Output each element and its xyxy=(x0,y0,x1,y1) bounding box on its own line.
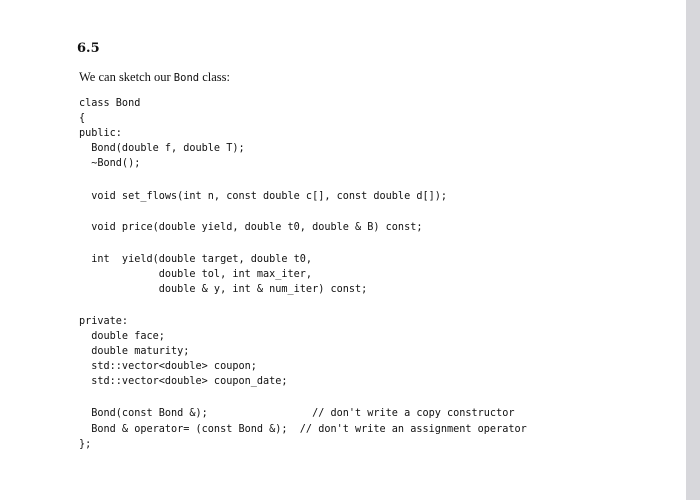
code-line-7: void price(double yield, double t0, double & B) const; xyxy=(79,222,423,233)
code-line-1: class Bond xyxy=(79,98,141,109)
section-number: 6.5 xyxy=(77,41,100,56)
code-line-10: double & y, int & num_iter) const; xyxy=(79,284,368,295)
intro-paragraph xyxy=(79,70,230,85)
code-line-6: void set_flows(int n, const double c[], const double d[]); xyxy=(79,191,448,202)
intro-text-before: We can sketch our xyxy=(79,70,174,84)
code-line-4: Bond(double f, double T); xyxy=(79,143,245,154)
code-line-14: std::vector<double> coupon; xyxy=(79,361,257,372)
code-line-18: }; xyxy=(79,439,92,450)
code-line-15: std::vector<double> coupon_date; xyxy=(79,376,288,387)
code-line-3: public: xyxy=(79,128,122,139)
code-line-13: double maturity; xyxy=(79,346,190,357)
code-line-16: Bond(const Bond &); // don't write a copy constructor xyxy=(79,408,515,419)
code-line-11: private: xyxy=(79,316,129,327)
window-edge-scrollbar xyxy=(686,0,700,500)
intro-class-name: Bond xyxy=(173,72,200,84)
code-line-9: double tol, int max_iter, xyxy=(79,269,313,280)
code-line-8: int yield(double target, double t0, xyxy=(79,254,313,265)
code-line-5: ~Bond(); xyxy=(79,158,141,169)
code-line-17: Bond & operator= (const Bond &); // don't write an assignment operator xyxy=(79,424,527,435)
code-line-2: { xyxy=(79,113,86,124)
intro-text-after: class: xyxy=(199,70,230,84)
code-line-12: double face; xyxy=(79,331,165,342)
